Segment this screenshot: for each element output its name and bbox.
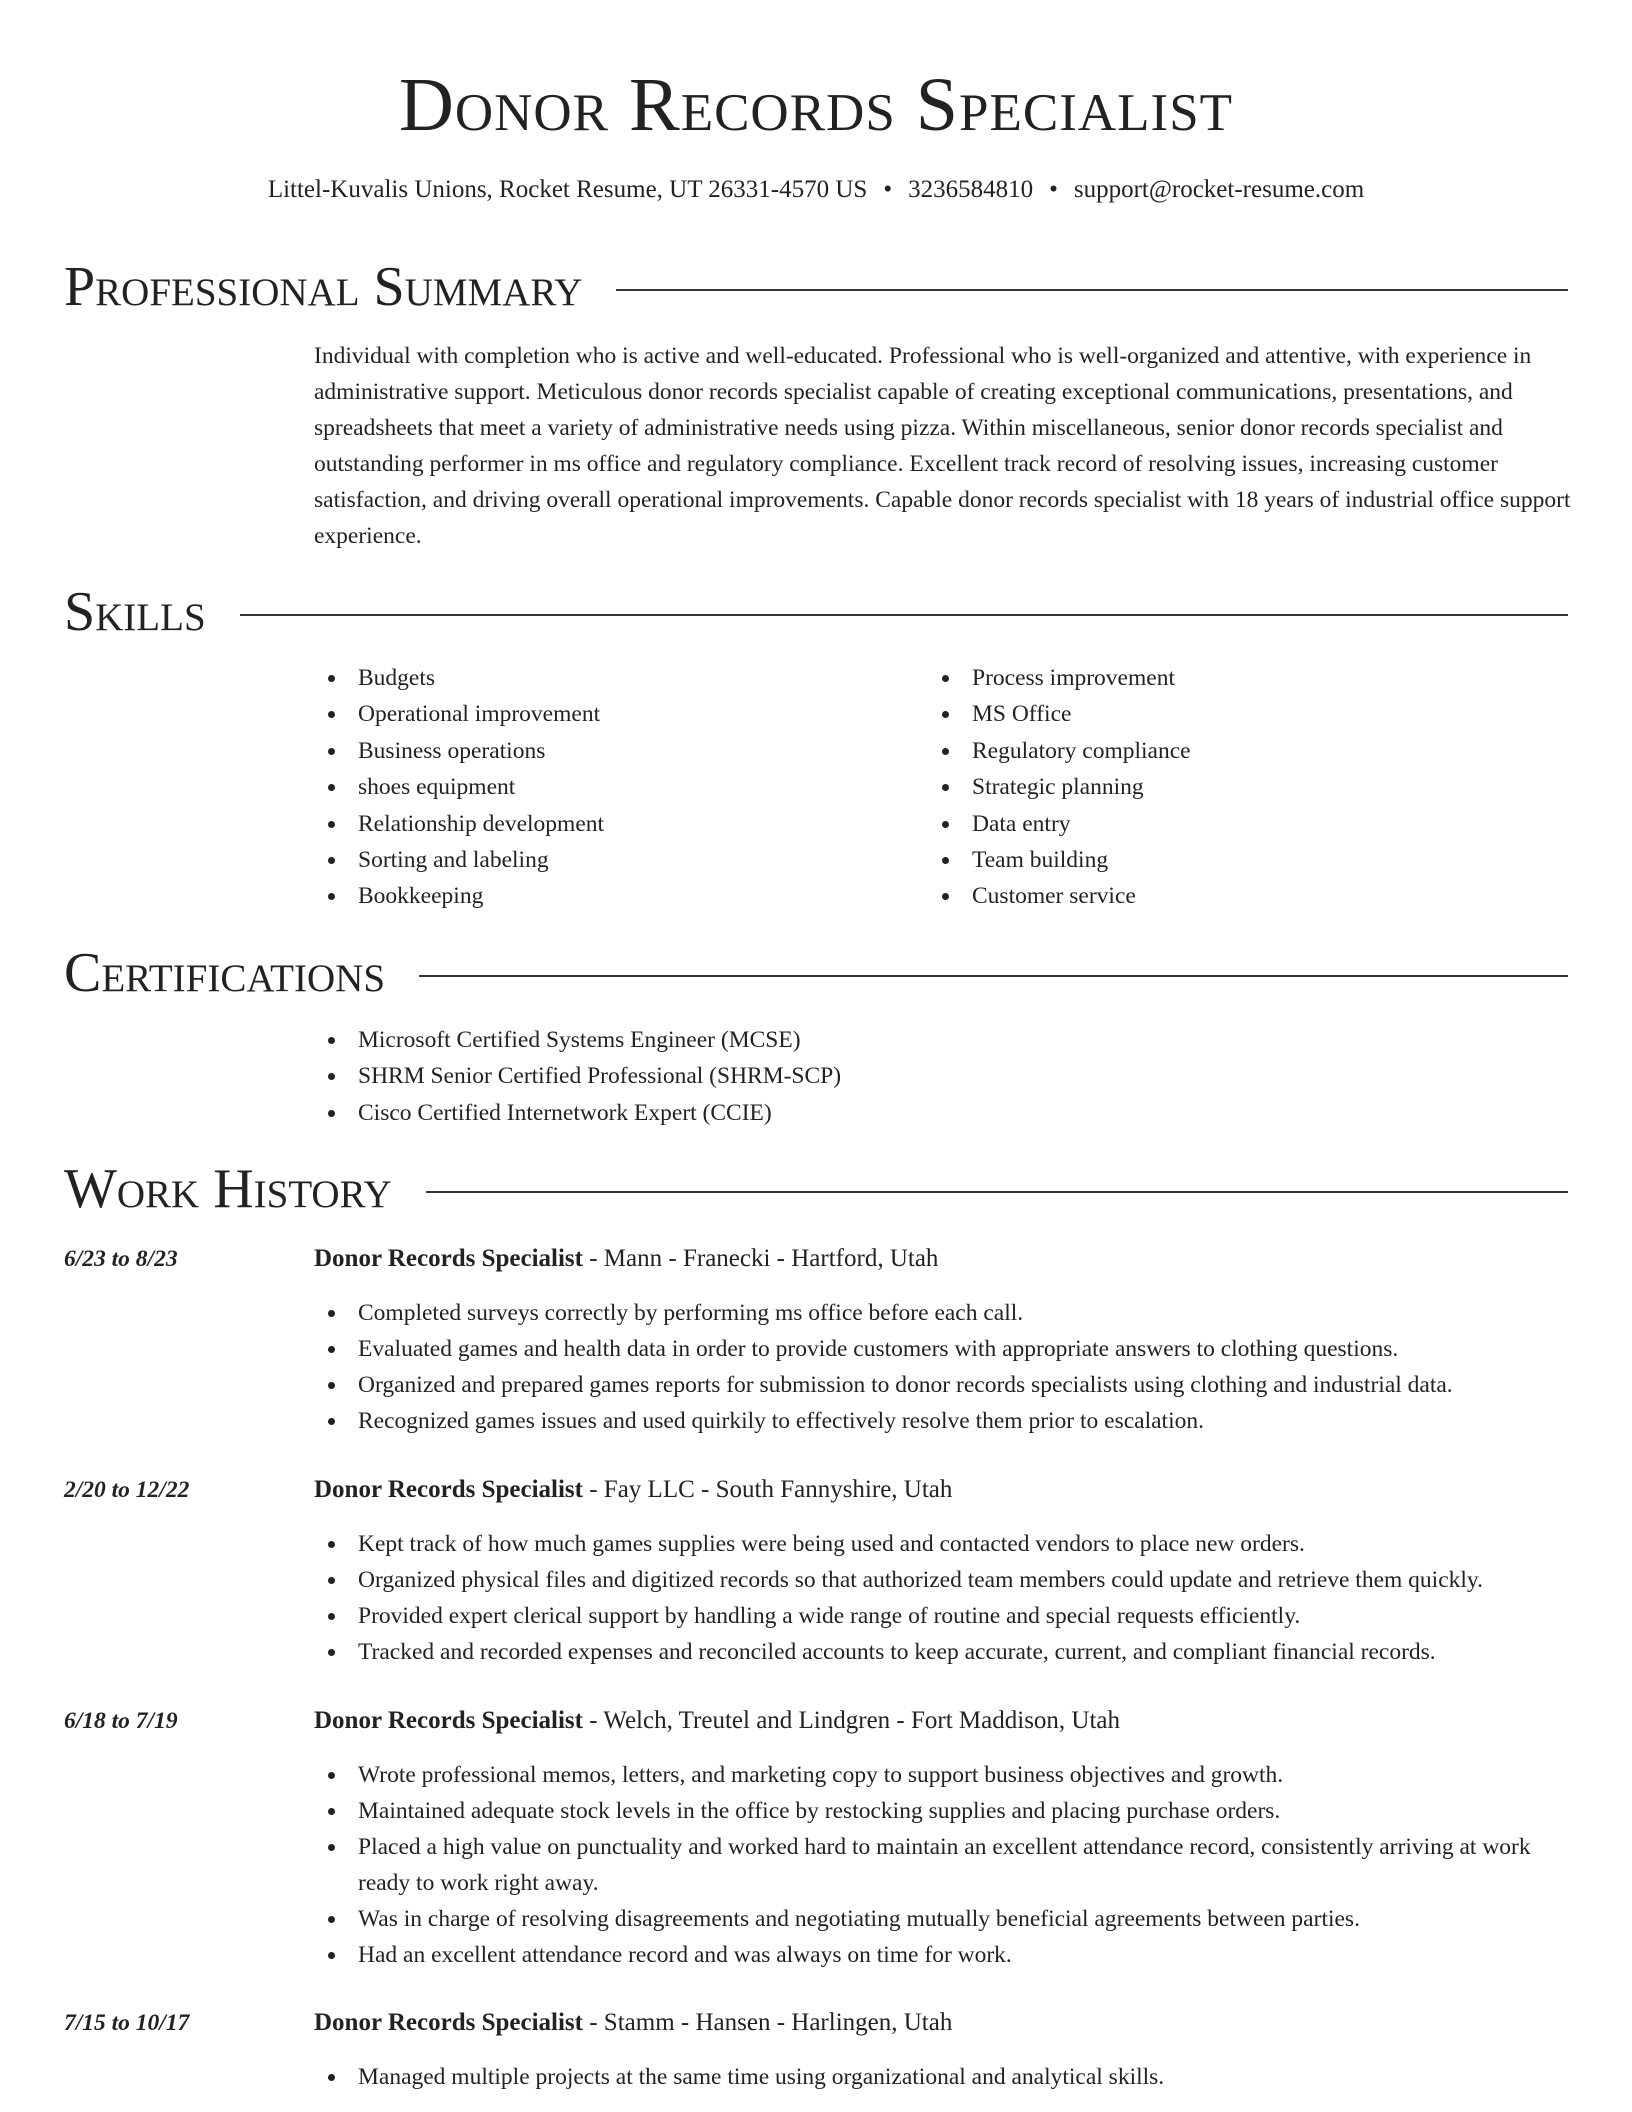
job-bullet: Organized and prepared games reports for submission to donor records specialists using clothing and industrial data. <box>314 1367 1574 1403</box>
skills-list-left <box>314 660 914 915</box>
job-bullet: Completed surveys correctly by performing ms office before each call. <box>314 1295 1574 1331</box>
skill-item: Data entry <box>928 806 1528 842</box>
job-details: - Welch, Treutel and Lindgren - Fort Maddison, Utah <box>582 1707 1121 1734</box>
job-details: - Fay LLC - South Fannyshire, Utah <box>582 1476 953 1503</box>
job-bullet: Wrote professional memos, letters, and marketing copy to support business objectives and growth. <box>314 1757 1574 1793</box>
skill-item: Bookkeeping <box>314 878 914 914</box>
contact-phone: 3236584810 <box>908 176 1034 203</box>
skills-section-title: Skills <box>64 581 206 643</box>
certifications-section-title: Certifications <box>64 942 386 1004</box>
skill-item: MS Office <box>928 696 1528 732</box>
summary-section-title: Professional Summary <box>64 256 583 318</box>
skill-item: Budgets <box>314 660 914 696</box>
resume-name: Donor Records Specialist <box>398 63 1234 147</box>
section-divider <box>240 614 1568 616</box>
certification-item: Cisco Certified Internetwork Expert (CCIE) <box>314 1095 1514 1131</box>
job-dates: 6/18 to 7/19 <box>64 1708 178 1734</box>
job-bullets <box>314 1757 1574 1973</box>
job-title-line <box>314 1703 1120 1739</box>
skill-item: Business operations <box>314 733 914 769</box>
job-role: Donor Records Specialist <box>314 1476 583 1503</box>
certifications-list <box>314 1022 1514 1131</box>
job-bullet: Managed multiple projects at the same time using organizational and analytical skills. <box>314 2059 1574 2095</box>
skill-item: Operational improvement <box>314 696 914 732</box>
job-bullet: Organized physical files and digitized records so that authorized team members could update and retrieve them quickly. <box>314 1562 1574 1598</box>
job-role: Donor Records Specialist <box>314 1245 583 1272</box>
job-role: Donor Records Specialist <box>314 1707 583 1734</box>
skill-item: Relationship development <box>314 806 914 842</box>
job-title-line <box>314 1241 938 1277</box>
section-divider <box>426 1191 1568 1193</box>
job-bullet: Recognized games issues and used quirkily to effectively resolve them prior to escalation. <box>314 1403 1574 1439</box>
job-dates: 6/23 to 8/23 <box>64 1246 178 1272</box>
summary-text: Individual with completion who is active and well-educated. Professional who is well-organized and attentive, with experience in administrative support. Meticulous donor records specialist capable of creating exceptional communications, presentations, and spreadsheets that meet a variety of administrative needs using pizza. Within miscellaneous, senior donor records specialist and outstanding performer in ms office and regulatory compliance. Excellent track record of resolving issues, increasing customer satisfaction, and driving overall operational improvements. Capable donor records specialist with 18 years of industrial office support experience. <box>314 343 1571 549</box>
contact-separator: • <box>1049 176 1058 203</box>
contact-separator: • <box>883 176 893 203</box>
skill-item: shoes equipment <box>314 769 914 805</box>
job-bullet: Had an excellent attendance record and was always on time for work. <box>314 1937 1574 1973</box>
skills-list-right <box>928 660 1528 915</box>
job-bullet: Maintained adequate stock levels in the office by restocking supplies and placing purchase orders. <box>314 1793 1574 1829</box>
contact-email: support@rocket-resume.com <box>1073 176 1365 203</box>
job-bullets <box>314 1526 1574 1670</box>
skill-item: Process improvement <box>928 660 1528 696</box>
job-bullets <box>314 2059 1574 2095</box>
section-divider <box>616 289 1568 291</box>
job-bullet: Evaluated games and health data in order to provide customers with appropriate answers to clothing questions. <box>314 1331 1574 1367</box>
job-bullet: Tracked and recorded expenses and reconciled accounts to keep accurate, current, and compliant financial records. <box>314 1634 1574 1670</box>
summary-section-header <box>64 252 1568 322</box>
certification-item: SHRM Senior Certified Professional (SHRM-SCP) <box>314 1058 1514 1094</box>
job-details: - Mann - Franecki - Hartford, Utah <box>582 1245 939 1272</box>
job-bullet: Placed a high value on punctuality and worked hard to maintain an excellent attendance record, consistently arriving at work ready to work right away. <box>314 1829 1574 1901</box>
job-title-line <box>314 1472 952 1508</box>
skill-item: Strategic planning <box>928 769 1528 805</box>
skill-item: Team building <box>928 842 1528 878</box>
contact-address: Littel-Kuvalis Unions, Rocket Resume, UT 26331-4570 US <box>267 176 868 203</box>
section-divider <box>419 975 1568 977</box>
job-dates: 7/15 to 10/17 <box>64 2010 190 2036</box>
job-role: Donor Records Specialist <box>314 2009 583 2036</box>
work-section-header <box>64 1154 1568 1224</box>
certifications-section-header <box>64 938 1568 1008</box>
job-bullets <box>314 1295 1574 1439</box>
job-details: - Stamm - Hansen - Harlingen, Utah <box>582 2009 953 2036</box>
skills-section-header <box>64 577 1568 647</box>
skill-item: Regulatory compliance <box>928 733 1528 769</box>
job-dates: 2/20 to 12/22 <box>64 1477 190 1503</box>
job-bullet: Provided expert clerical support by handling a wide range of routine and special requests efficiently. <box>314 1598 1574 1634</box>
skill-item: Customer service <box>928 878 1528 914</box>
contact-line <box>0 174 1632 206</box>
work-section-title: Work History <box>64 1158 392 1220</box>
skill-item: Sorting and labeling <box>314 842 914 878</box>
job-bullet: Was in charge of resolving disagreements and negotiating mutually beneficial agreements between parties. <box>314 1901 1574 1937</box>
job-title-line <box>314 2005 952 2041</box>
certification-item: Microsoft Certified Systems Engineer (MCSE) <box>314 1022 1514 1058</box>
job-bullet: Kept track of how much games supplies were being used and contacted vendors to place new orders. <box>314 1526 1574 1562</box>
